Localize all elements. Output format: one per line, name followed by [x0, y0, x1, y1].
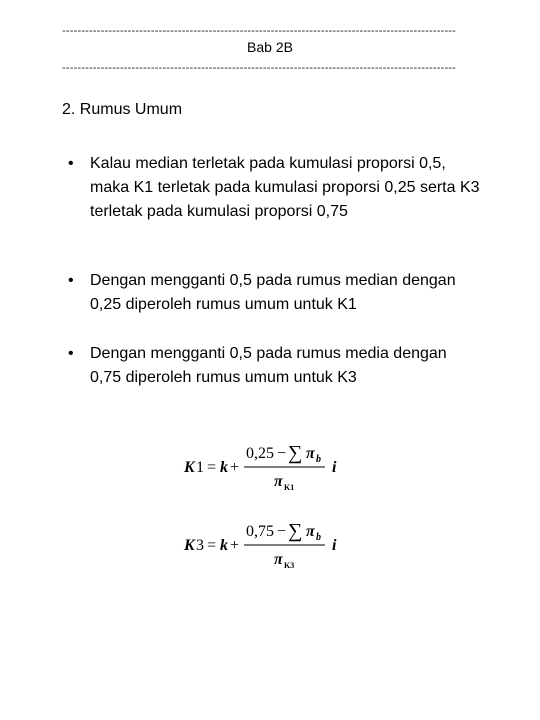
formula-pi-subscript: b	[316, 454, 321, 465]
formula-k: k	[220, 459, 228, 476]
bullet-item	[62, 269, 482, 317]
formula-sigma: ∑	[288, 520, 303, 542]
formula-denominator-subscript: K3	[284, 561, 295, 570]
formula-pi: π	[306, 523, 315, 540]
formula-equals: =	[207, 537, 217, 554]
formula-plus: +	[230, 537, 240, 554]
bullet-dot: •	[68, 272, 74, 289]
header-rule-top: ------------------------------------------------------------------------------------------------------	[62, 25, 457, 37]
formula-i: i	[332, 537, 337, 554]
formula-k1-svg	[180, 438, 350, 498]
formula-denominator-subscript: K1	[284, 483, 295, 492]
bullet-dot: •	[68, 155, 74, 172]
bullet-item	[62, 342, 482, 390]
bullet-text: Dengan mengganti 0,5 pada rumus median dengan 0,25 diperoleh rumus umum untuk K1	[90, 272, 456, 313]
formula-i: i	[332, 459, 337, 476]
formula-lhs-var: K	[184, 537, 195, 554]
formula-equals: =	[207, 459, 217, 476]
formula-k: k	[220, 537, 228, 554]
formula-k3-svg	[180, 516, 350, 576]
formula-plus: +	[230, 459, 240, 476]
formula-lhs-sub: 1	[196, 459, 204, 476]
formula-minus: −	[277, 523, 287, 540]
section-title: 2. Rumus Umum	[62, 101, 183, 118]
formula-sigma: ∑	[288, 442, 303, 464]
bullet-text: Dengan mengganti 0,5 pada rumus media dengan 0,75 diperoleh rumus umum untuk K3	[90, 345, 447, 386]
formula-numerator-value: 0,25	[246, 445, 274, 462]
bullet-text: Kalau median terletak pada kumulasi proporsi 0,5, maka K1 terletak pada kumulasi proporsi 0,25 serta K3 terletak pada kumulasi proporsi 0,75	[90, 155, 480, 220]
formula-pi-subscript: b	[316, 532, 321, 543]
formula-numerator-value: 0,75	[246, 523, 274, 540]
formula-denominator-pi: π	[274, 551, 283, 568]
formula-pi: π	[306, 445, 315, 462]
formula-denominator-pi: π	[274, 473, 283, 490]
header-rule-bottom: ------------------------------------------------------------------------------------------------------	[62, 62, 457, 74]
formula-minus: −	[277, 445, 287, 462]
formula-k1	[180, 438, 350, 498]
header-title: Bab 2B	[247, 39, 293, 55]
formula-lhs-var: K	[184, 459, 195, 476]
formula-lhs-sub: 3	[196, 537, 204, 554]
bullet-dot: •	[68, 345, 74, 362]
formula-k3	[180, 516, 350, 576]
bullet-item	[62, 152, 482, 224]
